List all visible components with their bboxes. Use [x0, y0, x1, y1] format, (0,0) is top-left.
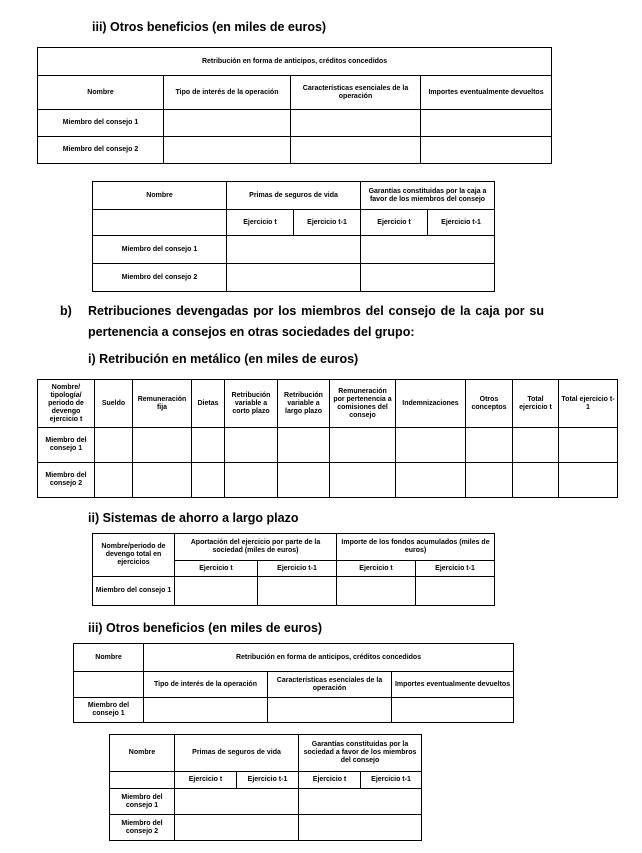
header-cell: Retribución variable a corto plazo: [225, 380, 278, 428]
empty-cell: [175, 815, 299, 841]
header-cell: Ejercicio t-1: [361, 772, 422, 789]
header-cell: Importes eventualmente devueltos: [421, 76, 552, 110]
item-label-b: b): [60, 304, 72, 318]
header-cell: Ejercicio t-1: [294, 210, 361, 236]
header-cell: Retribución variable a largo plazo: [278, 380, 330, 428]
empty-cell: [396, 463, 466, 498]
header-cell: Nombre/periodo de devengo total en ejercicios: [93, 534, 175, 577]
header-cell: Aportación del ejercicio por parte de la sociedad (miles de euros): [175, 534, 337, 561]
header-cell: Nombre: [74, 644, 144, 672]
header-cell: Ejercicio t-1: [258, 561, 337, 577]
empty-cell: [466, 463, 513, 498]
empty-cell: [268, 698, 392, 723]
header-cell: Total ejercicio t-1: [559, 380, 618, 428]
empty-cell: [227, 236, 361, 264]
empty-cell: [74, 672, 144, 698]
empty-cell: [416, 577, 495, 606]
row-label: Miembro del consejo 1: [93, 577, 175, 606]
header-cell: Nombre/ tipología/ periodo de devengo ejercicio t: [38, 380, 95, 428]
empty-cell: [337, 577, 416, 606]
row-label: Miembro del consejo 2: [110, 815, 175, 841]
empty-cell: [291, 110, 421, 137]
header-cell: Nombre: [38, 76, 164, 110]
row-label: Miembro del consejo 1: [38, 428, 95, 463]
header-cell: Primas de seguros de vida: [175, 735, 299, 772]
header-cell: Nombre: [110, 735, 175, 772]
header-cell: Tipo de interés de la operación: [164, 76, 291, 110]
anticipos-table-2: [73, 643, 514, 723]
empty-cell: [278, 463, 330, 498]
header-cell: Ejercicio t-1: [428, 210, 495, 236]
section-heading-otros-beneficios-1: iii) Otros beneficios (en miles de euros): [92, 20, 327, 34]
empty-cell: [291, 137, 421, 164]
header-cell: Retribución en forma de anticipos, créditos concedidos: [38, 48, 552, 76]
header-cell: Indemnizaciones: [396, 380, 466, 428]
header-cell: Ejercicio t: [175, 561, 258, 577]
empty-cell: [421, 137, 552, 164]
anticipos-table-1: [37, 47, 552, 164]
empty-cell: [164, 137, 291, 164]
seguros-garantias-table-1: [92, 181, 495, 292]
empty-cell: [513, 463, 559, 498]
section-heading-retribucion-metalico: i) Retribución en metálico (en miles de euros): [88, 352, 359, 366]
header-cell: Primas de seguros de vida: [227, 182, 361, 210]
header-cell: Otros conceptos: [466, 380, 513, 428]
empty-cell: [392, 698, 514, 723]
empty-cell: [513, 428, 559, 463]
empty-cell: [396, 428, 466, 463]
empty-cell: [421, 110, 552, 137]
header-cell: Ejercicio t-1: [237, 772, 299, 789]
empty-cell: [192, 463, 225, 498]
row-label: Miembro del consejo 1: [38, 110, 164, 137]
header-cell: Ejercicio t: [175, 772, 237, 789]
header-cell: Ejercicio t-1: [416, 561, 495, 577]
retribucion-metalico-table: [37, 379, 618, 498]
empty-cell: [192, 428, 225, 463]
empty-cell: [95, 463, 133, 498]
header-cell: Nombre: [93, 182, 227, 210]
empty-cell: [133, 428, 192, 463]
row-label: Miembro del consejo 1: [74, 698, 144, 723]
row-label: Miembro del consejo 1: [93, 236, 227, 264]
header-cell: Importe de los fondos acumulados (miles de euros): [337, 534, 495, 561]
header-cell: Ejercicio t: [361, 210, 428, 236]
header-cell: Características esenciales de la operación: [291, 76, 421, 110]
seguros-garantias-table-2: [109, 734, 422, 841]
header-cell: Retribución en forma de anticipos, créditos concedidos: [144, 644, 514, 672]
header-cell: Características esenciales de la operación: [268, 672, 392, 698]
header-cell: Ejercicio t: [337, 561, 416, 577]
empty-cell: [110, 772, 175, 789]
header-cell: Importes eventualmente devueltos: [392, 672, 514, 698]
empty-cell: [258, 577, 337, 606]
empty-cell: [227, 264, 361, 292]
empty-cell: [144, 698, 268, 723]
header-cell: Total ejercicio t: [513, 380, 559, 428]
header-cell: Tipo de interés de la operación: [144, 672, 268, 698]
row-label: Miembro del consejo 2: [38, 137, 164, 164]
header-cell: Garantías constituidas por la sociedad a favor de los miembros del consejo: [299, 735, 422, 772]
header-cell: Garantías constituidas por la caja a favor de los miembros del consejo: [361, 182, 495, 210]
empty-cell: [93, 210, 227, 236]
row-label: Miembro del consejo 2: [38, 463, 95, 498]
header-cell: Sueldo: [95, 380, 133, 428]
header-cell: Remuneración por pertenencia a comisiones del consejo: [330, 380, 396, 428]
empty-cell: [559, 463, 618, 498]
empty-cell: [330, 463, 396, 498]
header-cell: Remuneración fija: [133, 380, 192, 428]
empty-cell: [225, 428, 278, 463]
empty-cell: [559, 428, 618, 463]
empty-cell: [164, 110, 291, 137]
row-label: Miembro del consejo 2: [93, 264, 227, 292]
empty-cell: [299, 815, 422, 841]
empty-cell: [95, 428, 133, 463]
header-cell: Ejercicio t: [299, 772, 361, 789]
header-cell: Dietas: [192, 380, 225, 428]
empty-cell: [361, 264, 495, 292]
sistemas-ahorro-table: [92, 533, 495, 606]
empty-cell: [133, 463, 192, 498]
section-heading-otros-beneficios-2: iii) Otros beneficios (en miles de euros): [88, 621, 323, 635]
empty-cell: [175, 789, 299, 815]
empty-cell: [299, 789, 422, 815]
empty-cell: [466, 428, 513, 463]
empty-cell: [361, 236, 495, 264]
empty-cell: [278, 428, 330, 463]
header-cell: Ejercicio t: [227, 210, 294, 236]
item-b-text: Retribuciones devengadas por los miembros del consejo de la caja por su pertenencia a consejos en otras sociedades del grupo:: [88, 304, 544, 339]
empty-cell: [175, 577, 258, 606]
empty-cell: [225, 463, 278, 498]
section-heading-sistemas-ahorro: ii) Sistemas de ahorro a largo plazo: [88, 511, 299, 525]
row-label: Miembro del consejo 1: [110, 789, 175, 815]
empty-cell: [330, 428, 396, 463]
